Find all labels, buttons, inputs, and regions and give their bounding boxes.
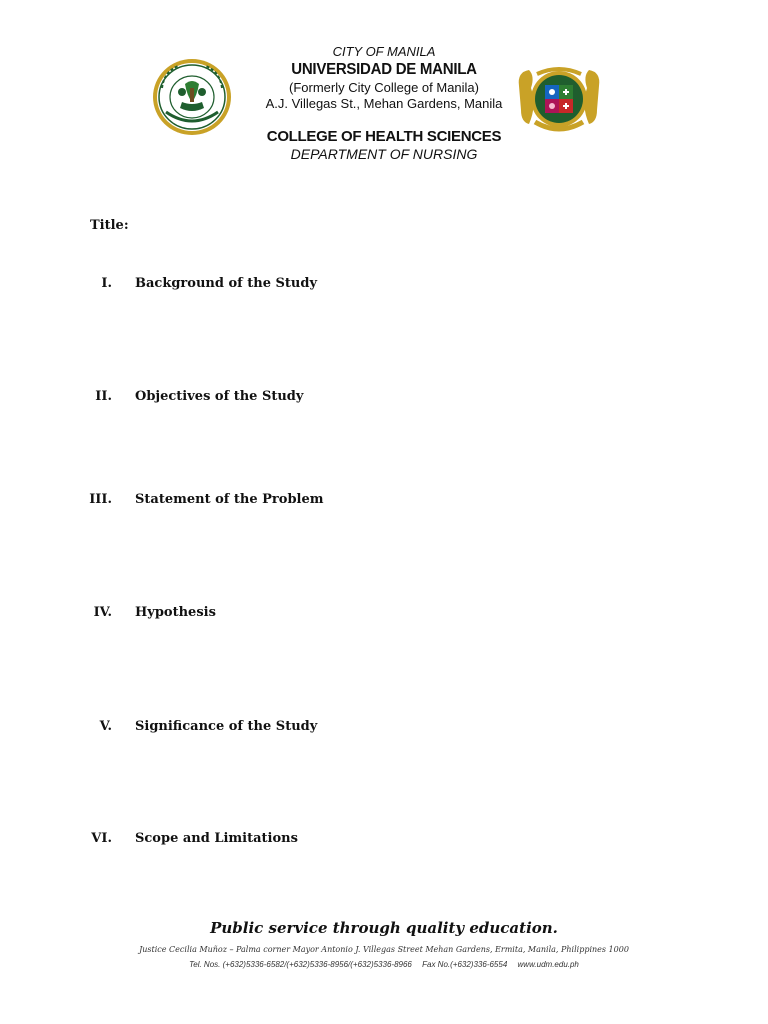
footer-contact xyxy=(0,960,768,969)
city-name: CITY OF MANILA xyxy=(332,44,436,59)
university-address: A.J. Villegas St., Mehan Gardens, Manila xyxy=(265,96,503,111)
college-name: COLLEGE OF HEALTH SCIENCES xyxy=(266,128,502,145)
footer-website[interactable]: www.udm.edu.ph xyxy=(517,960,579,969)
section-objectives xyxy=(0,389,768,409)
section-problem xyxy=(0,492,768,512)
title-label: Title: xyxy=(90,218,129,233)
university-name: UNIVERSIDAD DE MANILA xyxy=(291,61,477,78)
department-name: DEPARTMENT OF NURSING xyxy=(290,146,478,162)
section-hypothesis xyxy=(0,605,768,625)
footer-fax: Fax No.(+632)336-6554 xyxy=(422,960,508,969)
letterhead xyxy=(0,44,768,163)
section-numeral: III. xyxy=(89,492,112,507)
section-background xyxy=(0,276,768,296)
section-numeral: I. xyxy=(101,276,112,291)
section-heading: Objectives of the Study xyxy=(135,389,304,404)
section-heading: Statement of the Problem xyxy=(135,492,324,507)
section-heading: Background of the Study xyxy=(135,276,317,291)
footer-address: Justice Cecilia Muñoz – Palma corner Mayor Antonio J. Villegas Street Mehan Gardens, Ermita, Manila, Philippines 1000 xyxy=(139,945,629,954)
section-numeral: V. xyxy=(99,719,112,734)
former-name: (Formerly City College of Manila) xyxy=(289,80,479,95)
footer-tel: Tel. Nos. (+632)5336-6582/(+632)5336-8956/(+632)5336-8966 xyxy=(189,960,412,969)
section-numeral: VI. xyxy=(91,831,112,846)
footer-motto: Public service through quality education. xyxy=(210,919,558,937)
section-heading: Significance of the Study xyxy=(135,719,318,734)
section-significance xyxy=(0,719,768,739)
section-numeral: II. xyxy=(95,389,112,404)
section-numeral: IV. xyxy=(93,605,112,620)
section-scope xyxy=(0,831,768,851)
section-heading: Scope and Limitations xyxy=(135,831,298,846)
section-heading: Hypothesis xyxy=(135,605,216,620)
